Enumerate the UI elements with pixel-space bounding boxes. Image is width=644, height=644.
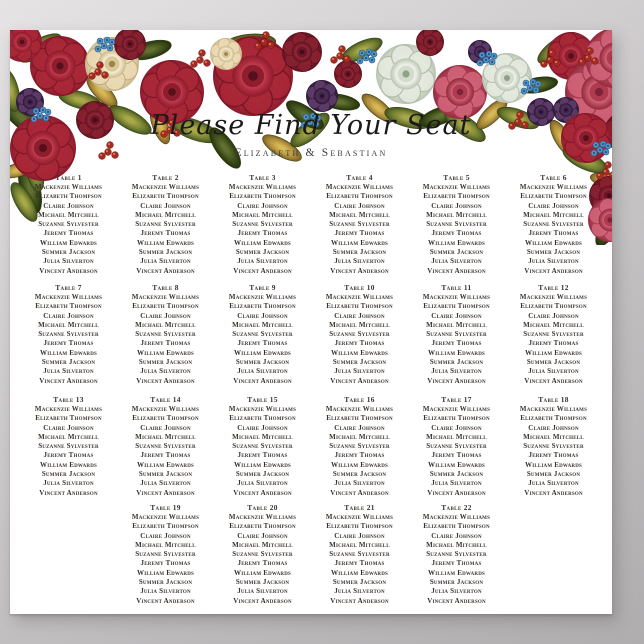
guest-name: William Edwards — [234, 238, 291, 247]
guest-name: Mackenzie Williams — [131, 293, 200, 301]
guest-name: Suzanne Sylvester — [426, 550, 487, 559]
guest-name: Vincent Anderson — [136, 376, 195, 385]
guest-name: Elizabeth Thompson — [423, 192, 490, 201]
guest-name: Michael Mitchell — [135, 320, 196, 329]
guest-name: Claire Johnson — [237, 531, 288, 540]
table-block — [408, 283, 505, 386]
guest-name: Julia Silverton — [140, 367, 191, 376]
guest-name: Suzanne Sylvester — [232, 330, 293, 339]
guest-name: Summer Jackson — [138, 470, 193, 479]
guest-name: William Edwards — [331, 460, 388, 469]
table-number-heading: Table 8 — [152, 283, 179, 292]
guest-name: Claire Johnson — [528, 201, 579, 210]
guest-name: William Edwards — [137, 238, 194, 247]
guest-name: Summer Jackson — [429, 578, 484, 587]
guest-name: Julia Silverton — [43, 257, 94, 266]
guest-name: Julia Silverton — [43, 479, 94, 488]
table-block — [311, 283, 408, 386]
guest-name: Elizabeth Thompson — [35, 192, 102, 201]
table-block — [214, 173, 311, 276]
guest-name: Jeremy Thomas — [237, 339, 288, 348]
guest-name: Jeremy Thomas — [528, 451, 579, 460]
guest-name: William Edwards — [137, 460, 194, 469]
table-number-heading: Table 22 — [441, 503, 472, 512]
guest-name: William Edwards — [137, 568, 194, 577]
guest-name: Michael Mitchell — [329, 432, 390, 441]
guest-name: Julia Silverton — [43, 367, 94, 376]
guest-name: Mackenzie Williams — [228, 293, 297, 301]
guest-name: Michael Mitchell — [38, 432, 99, 441]
guest-name: Claire Johnson — [431, 201, 482, 210]
guest-name: Julia Silverton — [140, 587, 191, 596]
guest-name: Suzanne Sylvester — [38, 220, 99, 229]
guest-name: Michael Mitchell — [329, 320, 390, 329]
guest-name: Claire Johnson — [431, 531, 482, 540]
guest-name: Summer Jackson — [235, 248, 290, 257]
guest-name: Vincent Anderson — [136, 596, 195, 605]
table-number-heading: Table 12 — [538, 283, 569, 292]
guest-name: Summer Jackson — [332, 578, 387, 587]
guest-name: Jeremy Thomas — [140, 229, 191, 238]
guest-name: Jeremy Thomas — [140, 339, 191, 348]
table-block — [311, 503, 408, 606]
table-block — [505, 395, 602, 498]
table-number-heading: Table 17 — [441, 395, 472, 404]
guest-name: Michael Mitchell — [329, 540, 390, 549]
guest-name: Jeremy Thomas — [140, 559, 191, 568]
guest-name: Summer Jackson — [526, 358, 581, 367]
guest-name: Summer Jackson — [138, 358, 193, 367]
guest-name: Claire Johnson — [140, 531, 191, 540]
guest-name: Elizabeth Thompson — [326, 192, 393, 201]
guest-name: William Edwards — [428, 238, 485, 247]
guest-name: Suzanne Sylvester — [329, 220, 390, 229]
guest-name: Vincent Anderson — [136, 266, 195, 275]
guest-name: Suzanne Sylvester — [38, 330, 99, 339]
guest-name: Claire Johnson — [43, 311, 94, 320]
guest-name: Mackenzie Williams — [131, 513, 200, 521]
guest-name: Mackenzie Williams — [325, 513, 394, 521]
guest-name: Suzanne Sylvester — [38, 442, 99, 451]
guest-name: Summer Jackson — [526, 248, 581, 257]
guest-name: Suzanne Sylvester — [523, 330, 584, 339]
guest-name: William Edwards — [40, 348, 97, 357]
table-number-heading: Table 11 — [441, 283, 472, 292]
guest-name: Michael Mitchell — [135, 432, 196, 441]
guest-name: Vincent Anderson — [233, 376, 292, 385]
guest-name: Jeremy Thomas — [43, 451, 94, 460]
guest-name: Claire Johnson — [334, 531, 385, 540]
guest-name: Julia Silverton — [140, 479, 191, 488]
table-block — [408, 503, 505, 606]
guest-name: Mackenzie Williams — [34, 293, 103, 301]
guest-name: Claire Johnson — [431, 311, 482, 320]
guest-name: Suzanne Sylvester — [232, 220, 293, 229]
guest-name: William Edwards — [331, 348, 388, 357]
guest-name: Julia Silverton — [237, 479, 288, 488]
guest-name: Jeremy Thomas — [431, 339, 482, 348]
table-block — [117, 173, 214, 276]
guest-name: Jeremy Thomas — [334, 339, 385, 348]
guest-name: Claire Johnson — [528, 311, 579, 320]
table-block — [20, 173, 117, 276]
table-number-heading: Table 20 — [247, 503, 278, 512]
guest-name: Mackenzie Williams — [34, 183, 103, 191]
table-row-1 — [16, 173, 606, 276]
guest-name: Mackenzie Williams — [422, 405, 491, 413]
table-block — [20, 283, 117, 386]
guest-name: Summer Jackson — [138, 248, 193, 257]
guest-name: Elizabeth Thompson — [326, 522, 393, 531]
guest-name: Elizabeth Thompson — [423, 522, 490, 531]
guest-name: Michael Mitchell — [426, 320, 487, 329]
guest-name: Julia Silverton — [431, 257, 482, 266]
guest-name: Michael Mitchell — [232, 540, 293, 549]
guest-name: William Edwards — [525, 460, 582, 469]
guest-name: Julia Silverton — [334, 257, 385, 266]
guest-name: Mackenzie Williams — [325, 293, 394, 301]
table-block — [117, 283, 214, 386]
guest-name: Mackenzie Williams — [228, 183, 297, 191]
guest-name: Claire Johnson — [431, 423, 482, 432]
guest-name: Jeremy Thomas — [237, 559, 288, 568]
guest-name: Suzanne Sylvester — [232, 442, 293, 451]
guest-name: Elizabeth Thompson — [423, 414, 490, 423]
guest-name: William Edwards — [525, 348, 582, 357]
guest-name: William Edwards — [234, 568, 291, 577]
guest-name: William Edwards — [428, 348, 485, 357]
guest-name: Michael Mitchell — [232, 210, 293, 219]
guest-name: Suzanne Sylvester — [523, 220, 584, 229]
guest-name: Elizabeth Thompson — [132, 414, 199, 423]
guest-name: Suzanne Sylvester — [426, 330, 487, 339]
guest-name: Jeremy Thomas — [528, 229, 579, 238]
guest-name: Mackenzie Williams — [519, 293, 588, 301]
guest-name: Suzanne Sylvester — [329, 442, 390, 451]
guest-name: Summer Jackson — [332, 358, 387, 367]
guest-name: Elizabeth Thompson — [326, 302, 393, 311]
guest-name: Summer Jackson — [429, 470, 484, 479]
guest-name: Summer Jackson — [41, 470, 96, 479]
guest-name: Michael Mitchell — [523, 432, 584, 441]
guest-name: Elizabeth Thompson — [229, 522, 296, 531]
guest-name: Suzanne Sylvester — [426, 220, 487, 229]
guest-name: Elizabeth Thompson — [326, 414, 393, 423]
guest-name: Suzanne Sylvester — [426, 442, 487, 451]
guest-name: Elizabeth Thompson — [520, 192, 587, 201]
guest-name: William Edwards — [234, 348, 291, 357]
guest-name: Vincent Anderson — [39, 488, 98, 497]
guest-name: Mackenzie Williams — [34, 405, 103, 413]
guest-name: Claire Johnson — [334, 423, 385, 432]
guest-name: Summer Jackson — [526, 470, 581, 479]
guest-name: William Edwards — [234, 460, 291, 469]
table-number-heading: Table 13 — [53, 395, 84, 404]
guest-name: Elizabeth Thompson — [520, 414, 587, 423]
guest-name: Jeremy Thomas — [43, 229, 94, 238]
guest-name: Suzanne Sylvester — [523, 442, 584, 451]
guest-name: Michael Mitchell — [38, 210, 99, 219]
guest-name: Vincent Anderson — [524, 488, 583, 497]
guest-name: Jeremy Thomas — [334, 229, 385, 238]
guest-name: William Edwards — [428, 568, 485, 577]
table-block — [214, 395, 311, 498]
table-number-heading: Table 14 — [150, 395, 181, 404]
guest-name: Vincent Anderson — [427, 488, 486, 497]
guest-name: Julia Silverton — [334, 479, 385, 488]
guest-name: Michael Mitchell — [426, 432, 487, 441]
guest-name: Summer Jackson — [235, 578, 290, 587]
guest-name: Elizabeth Thompson — [132, 192, 199, 201]
guest-name: Michael Mitchell — [426, 540, 487, 549]
guest-name: Julia Silverton — [431, 367, 482, 376]
table-row-2 — [16, 283, 606, 386]
guest-name: Summer Jackson — [41, 358, 96, 367]
guest-name: Elizabeth Thompson — [35, 414, 102, 423]
guest-name: Suzanne Sylvester — [135, 550, 196, 559]
guest-name: Suzanne Sylvester — [135, 442, 196, 451]
guest-name: Jeremy Thomas — [431, 451, 482, 460]
guest-name: Elizabeth Thompson — [423, 302, 490, 311]
table-number-heading: Table 19 — [150, 503, 181, 512]
guest-name: Claire Johnson — [528, 423, 579, 432]
guest-name: Vincent Anderson — [330, 488, 389, 497]
guest-name: Elizabeth Thompson — [229, 302, 296, 311]
guest-name: Elizabeth Thompson — [520, 302, 587, 311]
table-block — [505, 173, 602, 276]
guest-name: Vincent Anderson — [427, 596, 486, 605]
guest-name: Mackenzie Williams — [325, 405, 394, 413]
guest-name: Julia Silverton — [334, 367, 385, 376]
guest-name: Mackenzie Williams — [228, 405, 297, 413]
guest-name: Claire Johnson — [43, 423, 94, 432]
guest-name: Suzanne Sylvester — [135, 220, 196, 229]
guest-name: Vincent Anderson — [330, 376, 389, 385]
guest-name: Mackenzie Williams — [131, 405, 200, 413]
guest-name: Vincent Anderson — [39, 266, 98, 275]
table-number-heading: Table 4 — [346, 173, 373, 182]
guest-name: Jeremy Thomas — [140, 451, 191, 460]
table-block — [214, 283, 311, 386]
table-number-heading: Table 1 — [55, 173, 82, 182]
guest-name: Julia Silverton — [528, 367, 579, 376]
guest-name: Suzanne Sylvester — [232, 550, 293, 559]
guest-name: Jeremy Thomas — [237, 451, 288, 460]
guest-name: Vincent Anderson — [524, 376, 583, 385]
guest-name: Julia Silverton — [334, 587, 385, 596]
guest-name: Claire Johnson — [334, 311, 385, 320]
table-number-heading: Table 7 — [55, 283, 82, 292]
table-block — [311, 173, 408, 276]
guest-name: Vincent Anderson — [233, 596, 292, 605]
guest-name: Claire Johnson — [334, 201, 385, 210]
guest-name: Mackenzie Williams — [422, 293, 491, 301]
guest-name: Julia Silverton — [237, 257, 288, 266]
guest-name: Michael Mitchell — [232, 432, 293, 441]
table-number-heading: Table 2 — [152, 173, 179, 182]
guest-name: Elizabeth Thompson — [35, 302, 102, 311]
guest-name: William Edwards — [137, 348, 194, 357]
table-number-heading: Table 18 — [538, 395, 569, 404]
guest-name: Michael Mitchell — [523, 320, 584, 329]
guest-name: Michael Mitchell — [232, 320, 293, 329]
table-block — [20, 395, 117, 498]
guest-name: Michael Mitchell — [38, 320, 99, 329]
guest-name: William Edwards — [331, 238, 388, 247]
guest-name: William Edwards — [525, 238, 582, 247]
guest-name: Summer Jackson — [429, 248, 484, 257]
table-block — [117, 395, 214, 498]
guest-name: Mackenzie Williams — [422, 183, 491, 191]
guest-name: Suzanne Sylvester — [329, 550, 390, 559]
table-block — [117, 503, 214, 606]
guest-name: Julia Silverton — [528, 257, 579, 266]
guest-name: Claire Johnson — [140, 311, 191, 320]
table-block — [214, 503, 311, 606]
guest-name: Jeremy Thomas — [334, 559, 385, 568]
guest-name: Summer Jackson — [332, 470, 387, 479]
guest-name: Vincent Anderson — [427, 266, 486, 275]
guest-name: Vincent Anderson — [136, 488, 195, 497]
table-number-heading: Table 21 — [344, 503, 375, 512]
guest-name: William Edwards — [428, 460, 485, 469]
table-row-3 — [16, 395, 606, 498]
table-block — [505, 283, 602, 386]
guest-name: Elizabeth Thompson — [132, 302, 199, 311]
guest-name: Michael Mitchell — [329, 210, 390, 219]
table-number-heading: Table 10 — [344, 283, 375, 292]
guest-name: Jeremy Thomas — [43, 339, 94, 348]
guest-name: Summer Jackson — [235, 358, 290, 367]
guest-name: Mackenzie Williams — [325, 183, 394, 191]
guest-name: Claire Johnson — [140, 201, 191, 210]
guest-name: Jeremy Thomas — [528, 339, 579, 348]
guest-name: Mackenzie Williams — [519, 183, 588, 191]
guest-name: Mackenzie Williams — [228, 513, 297, 521]
guest-name: Julia Silverton — [237, 367, 288, 376]
guest-name: Jeremy Thomas — [431, 559, 482, 568]
seating-chart — [16, 170, 606, 610]
guest-name: Suzanne Sylvester — [329, 330, 390, 339]
table-number-heading: Table 16 — [344, 395, 375, 404]
poster-title: Please Find Your Seat — [150, 110, 472, 141]
guest-name: Vincent Anderson — [427, 376, 486, 385]
seating-chart-poster — [10, 30, 612, 614]
guest-name: William Edwards — [40, 238, 97, 247]
guest-name: Mackenzie Williams — [131, 183, 200, 191]
table-number-heading: Table 15 — [247, 395, 278, 404]
guest-name: Mackenzie Williams — [519, 405, 588, 413]
guest-name: Vincent Anderson — [233, 266, 292, 275]
guest-name: Summer Jackson — [332, 248, 387, 257]
guest-name: Elizabeth Thompson — [132, 522, 199, 531]
guest-name: Vincent Anderson — [524, 266, 583, 275]
guest-name: Suzanne Sylvester — [135, 330, 196, 339]
table-number-heading: Table 6 — [540, 173, 567, 182]
table-number-heading: Table 9 — [249, 283, 276, 292]
guest-name: Elizabeth Thompson — [229, 192, 296, 201]
table-block — [408, 395, 505, 498]
guest-name: Julia Silverton — [140, 257, 191, 266]
guest-name: Summer Jackson — [138, 578, 193, 587]
guest-name: William Edwards — [40, 460, 97, 469]
guest-name: Elizabeth Thompson — [229, 414, 296, 423]
guest-name: Claire Johnson — [237, 423, 288, 432]
table-number-heading: Table 5 — [443, 173, 470, 182]
guest-name: Julia Silverton — [528, 479, 579, 488]
table-row-4 — [16, 503, 606, 606]
guest-name: Jeremy Thomas — [334, 451, 385, 460]
guest-name: Summer Jackson — [429, 358, 484, 367]
guest-name: Claire Johnson — [237, 311, 288, 320]
table-number-heading: Table 3 — [249, 173, 276, 182]
guest-name: Claire Johnson — [140, 423, 191, 432]
guest-name: Michael Mitchell — [135, 210, 196, 219]
couple-names: Elizabeth & Sebastian — [234, 147, 388, 159]
guest-name: Mackenzie Williams — [422, 513, 491, 521]
guest-name: Vincent Anderson — [330, 596, 389, 605]
guest-name: Summer Jackson — [41, 248, 96, 257]
guest-name: Julia Silverton — [431, 479, 482, 488]
guest-name: Vincent Anderson — [330, 266, 389, 275]
guest-name: Jeremy Thomas — [431, 229, 482, 238]
guest-name: Summer Jackson — [235, 470, 290, 479]
guest-name: Julia Silverton — [431, 587, 482, 596]
table-block — [311, 395, 408, 498]
guest-name: Claire Johnson — [237, 201, 288, 210]
guest-name: Vincent Anderson — [39, 376, 98, 385]
guest-name: Claire Johnson — [43, 201, 94, 210]
guest-name: Michael Mitchell — [426, 210, 487, 219]
guest-name: Michael Mitchell — [523, 210, 584, 219]
guest-name: Vincent Anderson — [233, 488, 292, 497]
guest-name: William Edwards — [331, 568, 388, 577]
guest-name: Michael Mitchell — [135, 540, 196, 549]
table-block — [408, 173, 505, 276]
guest-name: Jeremy Thomas — [237, 229, 288, 238]
guest-name: Julia Silverton — [237, 587, 288, 596]
